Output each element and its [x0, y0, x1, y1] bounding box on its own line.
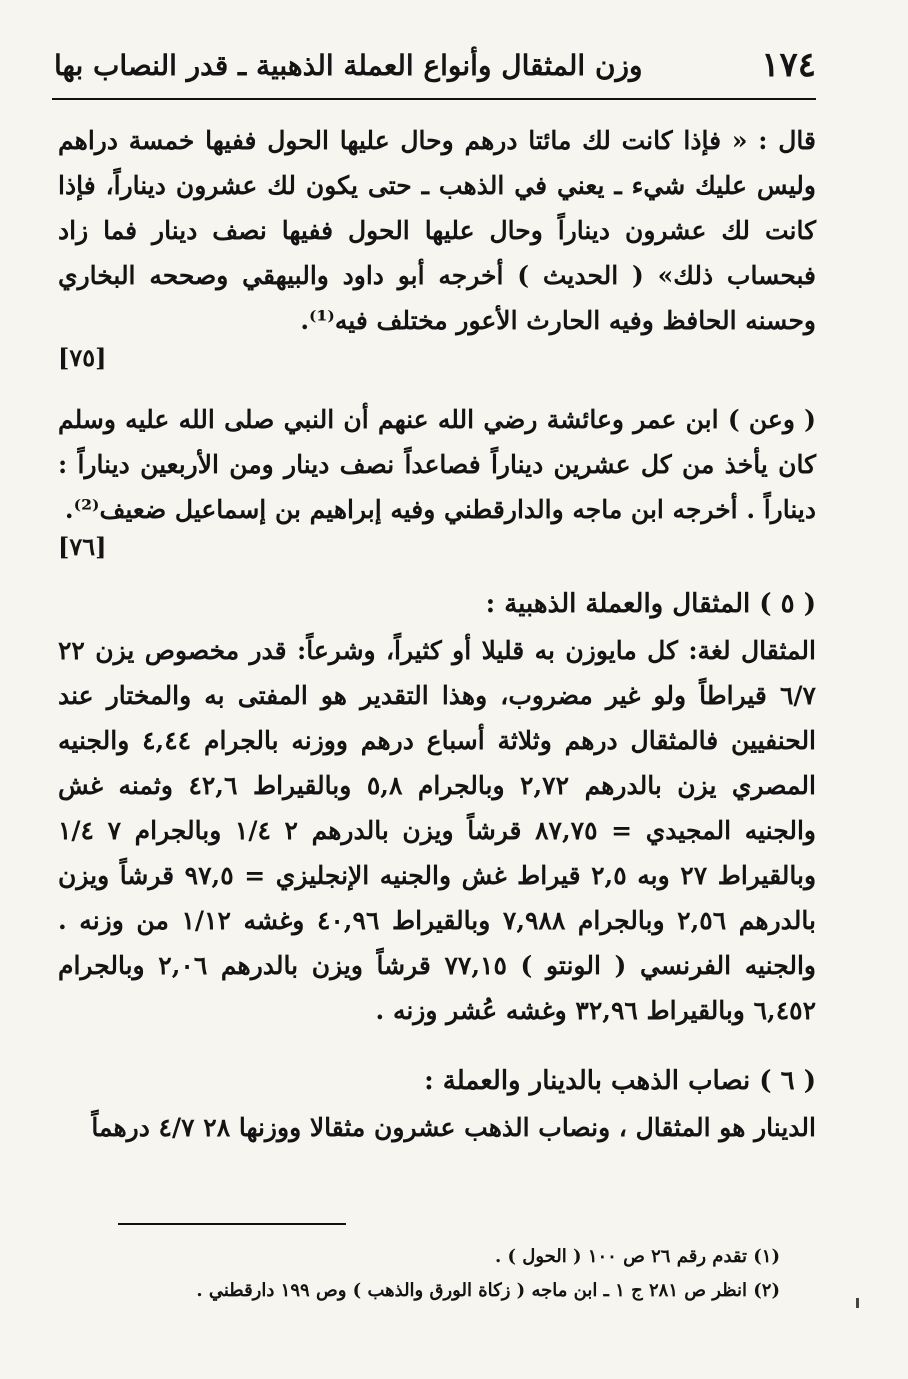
hadith-number-76: [٧٦]	[58, 532, 107, 561]
spacer	[58, 373, 816, 397]
footnote-1: (١) تقدم رقم ٢٦ ص ١٠٠ ( الحول ) .	[494, 1246, 780, 1267]
paragraph-mithqal: المثقال لغة: كل مايوزن به قليلا أو كثيراً، وشرعاً: قدر مخصوص يزن ٢٢ ٦/٧ قيراطاً ولو غير مضروب، وهذا التقدير هو المفتى به والمختار عند الحنفيين فالمثقال درهم وثلاثة أسباع درهم ووزنه بالجرام ٤,٤٤ والجنيه المصري يزن بالدرهم ٢,٧٢ وبالجرام ٥,٨ وبالقيراط ٤٢,٦ وثمنه غش والجنيه المجيدي = ٨٧,٧٥ قرشاً ويزن بالدرهم ٢ ١/٤ وبالجرام ٧ ١/٤ وبالقيراط ٢٧ وبه ٢,٥ قيراط غش والجنيه الإنجليزي = ٩٧,٥ قرشاً ويزن بالدرهم ٢,٥٦ وبالجرام ٧,٩٨٨ وبالقيراط ٤٠,٩٦ وغشه ١/١٢ من وزنه . والجنيه الفرنسي ( الونتو ) ٧٧,١٥ قرشاً ويزن بالدرهم ٢,٠٦ وبالجرام ٦,٤٥٢ وبالقيراط ٣٢,٩٦ وغشه عُشر وزنه .	[58, 636, 817, 1025]
page-header	[54, 36, 816, 94]
paragraph-hadith-76: ( وعن ) ابن عمر وعائشة رضي الله عنهم أن النبي صلى الله عليه وسلم كان يأخذ من كل عشرين ديناراً فصاعداً نصف دينار ومن الأربعين ديناراً : ديناراً . أخرجه ابن ماجه والدارقطني وفيه إبراهيم بن إسماعيل ضعيف⁽²⁾.	[58, 405, 816, 524]
page-number: ١٧٤	[761, 45, 816, 85]
margin-mark	[856, 1298, 859, 1308]
paragraph-dinar: الدينار هو المثقال ، ونصاب الذهب عشرون مثقالا ووزنها ٢٨ ٤/٧ درهماً	[91, 1113, 816, 1142]
footnote-2: (٢) انظر ص ٢٨١ ج ١ ـ ابن ماجه ( زكاة الورق والذهب ) وص ١٩٩ دارقطني .	[196, 1280, 780, 1301]
spacer	[58, 1033, 816, 1057]
paragraph-hadith-75: قال : « فإذا كانت لك مائتا درهم وحال عليها الحول ففيها خمسة دراهم وليس عليك شيء ـ يعني في الذهب ـ حتى يكون لك عشرون ديناراً، فإذا كانت لك عشرون ديناراً وحال عليها الحول ففيها نصف دينار فما زاد فبحساب ذلك» ( الحديث ) أخرجه أبو داود والبيهقي وصححه البخاري وحسنه الحافظ وفيه الحارث الأعور مختلف فيه⁽¹⁾.	[58, 126, 816, 335]
hadith-number-75: [٧٥]	[58, 343, 107, 372]
page-content	[58, 118, 816, 1150]
footnote-rule	[118, 1223, 346, 1225]
header-rule	[52, 98, 816, 100]
footnotes	[92, 1240, 780, 1308]
section-heading-6: ( ٦ ) نصاب الذهب بالدينار والعملة :	[424, 1066, 816, 1096]
running-title: وزن المثقال وأنواع العملة الذهبية ـ قدر النصاب بها	[54, 48, 643, 82]
spacer	[58, 562, 816, 580]
section-heading-5: ( ٥ ) المثقال والعملة الذهبية :	[485, 589, 816, 619]
